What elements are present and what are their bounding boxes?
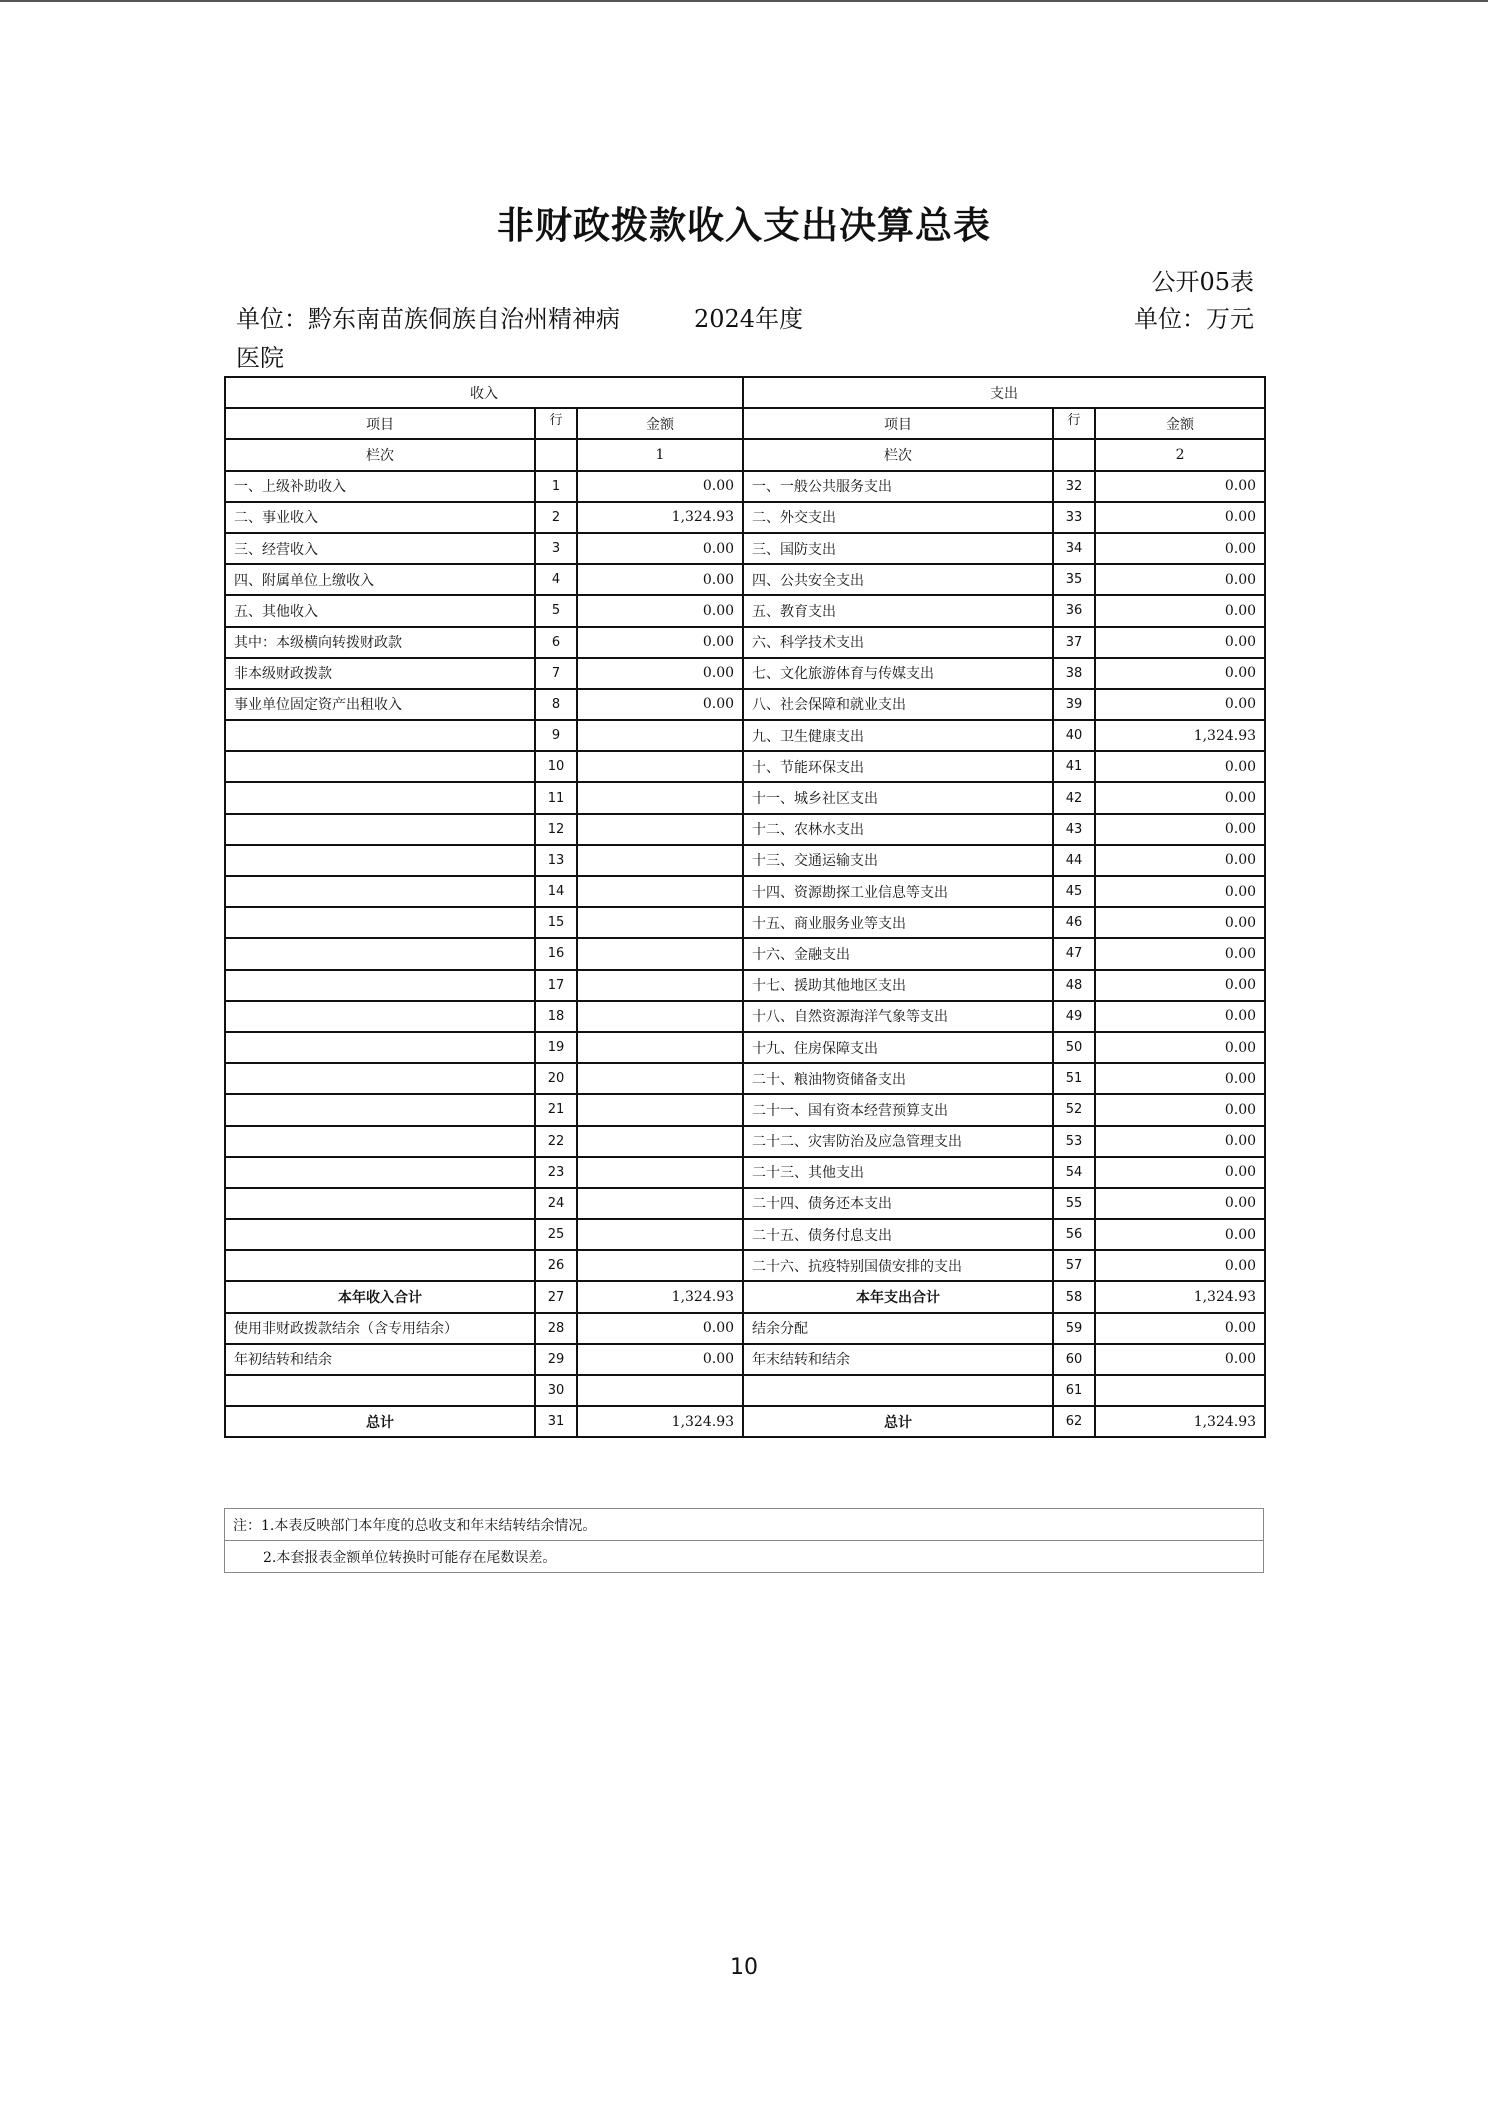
- expense-amount: 0.00: [1095, 627, 1265, 658]
- income-amount: 0.00: [577, 595, 743, 626]
- expense-amount: 0.00: [1095, 814, 1265, 845]
- table-row: [225, 1313, 1265, 1344]
- table-row: [225, 1126, 1265, 1157]
- expense-row-number: 47: [1053, 938, 1095, 969]
- income-amount: [577, 751, 743, 782]
- table-row: [225, 1001, 1265, 1032]
- expense-amount: 0.00: [1095, 1126, 1265, 1157]
- table-row: [225, 1157, 1265, 1188]
- income-item: 年初结转和结余: [225, 1344, 535, 1375]
- table-row: [225, 502, 1265, 533]
- expense-amount: 0.00: [1095, 1313, 1265, 1344]
- currency-unit: 单位：万元: [1134, 305, 1254, 333]
- expense-amount: 0.00: [1095, 502, 1265, 533]
- income-row-number: 19: [535, 1032, 577, 1063]
- income-row-number: 25: [535, 1219, 577, 1250]
- expense-item: 二十四、债务还本支出: [743, 1188, 1053, 1219]
- notes-table: [224, 1508, 1264, 1573]
- table-row: [225, 1032, 1265, 1063]
- income-row-number: 8: [535, 689, 577, 720]
- expense-amount: 0.00: [1095, 1250, 1265, 1281]
- section-header-row: [225, 377, 1265, 408]
- expense-item: 十六、金融支出: [743, 938, 1053, 969]
- income-amount: 0.00: [577, 533, 743, 564]
- expense-item: 十二、农林水支出: [743, 814, 1053, 845]
- expense-amount: 0.00: [1095, 471, 1265, 502]
- income-item: 本年收入合计: [225, 1281, 535, 1312]
- expense-row-number: 50: [1053, 1032, 1095, 1063]
- expense-item: 四、公共安全支出: [743, 564, 1053, 595]
- table-row: [225, 1344, 1265, 1375]
- income-item: [225, 1063, 535, 1094]
- income-amount: [577, 1188, 743, 1219]
- income-item: [225, 1250, 535, 1281]
- table-row: [225, 970, 1265, 1001]
- income-row-number: 24: [535, 1188, 577, 1219]
- expense-row-number: 46: [1053, 907, 1095, 938]
- income-row-number: 15: [535, 907, 577, 938]
- table-row: [225, 814, 1265, 845]
- income-amount: [577, 1219, 743, 1250]
- expense-item: 年末结转和结余: [743, 1344, 1053, 1375]
- expense-item: 六、科学技术支出: [743, 627, 1053, 658]
- expense-row-number: 33: [1053, 502, 1095, 533]
- expense-row-number: 38: [1053, 658, 1095, 689]
- expense-column-number: 2: [1095, 439, 1265, 470]
- table-row: [225, 907, 1265, 938]
- expense-column-blank: [1053, 439, 1095, 470]
- expense-row-number: 60: [1053, 1344, 1095, 1375]
- page-top-border: [0, 0, 1488, 2]
- income-amount: [577, 814, 743, 845]
- income-row-number: 12: [535, 814, 577, 845]
- income-amount: 0.00: [577, 564, 743, 595]
- income-row-number: 4: [535, 564, 577, 595]
- income-item: 四、附属单位上缴收入: [225, 564, 535, 595]
- expense-amount: 0.00: [1095, 1001, 1265, 1032]
- income-item: [225, 782, 535, 813]
- expense-item-header: 项目: [743, 408, 1053, 439]
- income-amount: 1,324.93: [577, 502, 743, 533]
- reporting-unit: 单位：黔东南苗族侗族自治州精神病医院: [236, 305, 620, 372]
- income-row-number: 2: [535, 502, 577, 533]
- expense-row-number: 43: [1053, 814, 1095, 845]
- form-code: 公开05表: [1151, 268, 1254, 296]
- expense-item: 一、一般公共服务支出: [743, 471, 1053, 502]
- income-amount: [577, 845, 743, 876]
- income-column-label: 栏次: [225, 439, 535, 470]
- page-title: 非财政拨款收入支出决算总表: [497, 204, 991, 247]
- expense-amount: 0.00: [1095, 1344, 1265, 1375]
- income-amount: 0.00: [577, 627, 743, 658]
- income-amount: 0.00: [577, 658, 743, 689]
- expense-amount: 1,324.93: [1095, 1281, 1265, 1312]
- expense-item: 十一、城乡社区支出: [743, 782, 1053, 813]
- income-expense-table: [224, 376, 1266, 1438]
- income-amount: [577, 1250, 743, 1281]
- expense-row-number: 45: [1053, 876, 1095, 907]
- income-row-number: 17: [535, 970, 577, 1001]
- income-item: [225, 814, 535, 845]
- expense-amount: 0.00: [1095, 533, 1265, 564]
- expense-item: 十九、住房保障支出: [743, 1032, 1053, 1063]
- expense-item: 八、社会保障和就业支出: [743, 689, 1053, 720]
- note-1: 注：1.本表反映部门本年度的总收支和年末结转结余情况。: [225, 1509, 1264, 1541]
- expense-row-number: 35: [1053, 564, 1095, 595]
- income-amount-header: 金额: [577, 408, 743, 439]
- income-item: [225, 1126, 535, 1157]
- income-item: [225, 907, 535, 938]
- expense-row-number: 59: [1053, 1313, 1095, 1344]
- expense-row-header: 行: [1053, 408, 1095, 439]
- expense-section-header: 支出: [743, 377, 1265, 408]
- table-row: [225, 1219, 1265, 1250]
- income-amount: [577, 938, 743, 969]
- expense-row-number: 32: [1053, 471, 1095, 502]
- expense-row-number: 48: [1053, 970, 1095, 1001]
- income-item: [225, 938, 535, 969]
- income-item: 三、经营收入: [225, 533, 535, 564]
- page-number: 10: [730, 1955, 758, 1980]
- income-item: [225, 1188, 535, 1219]
- expense-item: 总计: [743, 1406, 1053, 1437]
- income-item: [225, 876, 535, 907]
- expense-row-number: 34: [1053, 533, 1095, 564]
- expense-row-number: 62: [1053, 1406, 1095, 1437]
- income-amount: [577, 1126, 743, 1157]
- expense-amount: 0.00: [1095, 970, 1265, 1001]
- income-row-number: 31: [535, 1406, 577, 1437]
- income-amount: [577, 970, 743, 1001]
- income-item: [225, 1219, 535, 1250]
- table-row: [225, 751, 1265, 782]
- expense-amount: 0.00: [1095, 1032, 1265, 1063]
- expense-item: 七、文化旅游体育与传媒支出: [743, 658, 1053, 689]
- expense-row-number: 54: [1053, 1157, 1095, 1188]
- table-row: [225, 1375, 1265, 1406]
- income-row-number: 22: [535, 1126, 577, 1157]
- expense-item: 十八、自然资源海洋气象等支出: [743, 1001, 1053, 1032]
- expense-amount: 0.00: [1095, 845, 1265, 876]
- expense-item: 九、卫生健康支出: [743, 720, 1053, 751]
- note-2: 2.本套报表金额单位转换时可能存在尾数误差。: [225, 1541, 1264, 1573]
- expense-row-number: 44: [1053, 845, 1095, 876]
- expense-row-number: 55: [1053, 1188, 1095, 1219]
- income-amount: [577, 782, 743, 813]
- year-total-row: [225, 1281, 1265, 1312]
- income-amount: [577, 1375, 743, 1406]
- income-item-header: 项目: [225, 408, 535, 439]
- income-row-number: 3: [535, 533, 577, 564]
- income-amount: 0.00: [577, 1313, 743, 1344]
- income-item: 五、其他收入: [225, 595, 535, 626]
- income-row-number: 21: [535, 1094, 577, 1125]
- expense-amount-header: 金额: [1095, 408, 1265, 439]
- income-row-number: 5: [535, 595, 577, 626]
- table-row: [225, 658, 1265, 689]
- expense-item: 十、节能环保支出: [743, 751, 1053, 782]
- income-row-number: 28: [535, 1313, 577, 1344]
- income-item: 使用非财政拨款结余（含专用结余）: [225, 1313, 535, 1344]
- income-amount: [577, 1063, 743, 1094]
- expense-row-number: 57: [1053, 1250, 1095, 1281]
- expense-row-number: 58: [1053, 1281, 1095, 1312]
- expense-row-number: 61: [1053, 1375, 1095, 1406]
- table-row: [225, 1188, 1265, 1219]
- table-row: [225, 782, 1265, 813]
- income-item: 总计: [225, 1406, 535, 1437]
- income-amount: 1,324.93: [577, 1281, 743, 1312]
- income-row-number: 20: [535, 1063, 577, 1094]
- expense-item: 十五、商业服务业等支出: [743, 907, 1053, 938]
- table-row: [225, 595, 1265, 626]
- table-row: [225, 1250, 1265, 1281]
- table-row: [225, 627, 1265, 658]
- expense-row-number: 41: [1053, 751, 1095, 782]
- expense-row-number: 51: [1053, 1063, 1095, 1094]
- income-item: [225, 845, 535, 876]
- income-amount: [577, 876, 743, 907]
- income-amount: 0.00: [577, 471, 743, 502]
- expense-item: 二十六、抗疫特别国债安排的支出: [743, 1250, 1053, 1281]
- expense-item: 十七、援助其他地区支出: [743, 970, 1053, 1001]
- income-amount: [577, 720, 743, 751]
- expense-amount: 0.00: [1095, 1157, 1265, 1188]
- expense-row-number: 56: [1053, 1219, 1095, 1250]
- income-row-number: 29: [535, 1344, 577, 1375]
- income-row-number: 13: [535, 845, 577, 876]
- income-row-number: 1: [535, 471, 577, 502]
- income-row-number: 16: [535, 938, 577, 969]
- expense-item: [743, 1375, 1053, 1406]
- expense-amount: 0.00: [1095, 1063, 1265, 1094]
- column-header-row: [225, 408, 1265, 439]
- expense-amount: 0.00: [1095, 1219, 1265, 1250]
- income-row-number: 9: [535, 720, 577, 751]
- expense-row-number: 49: [1053, 1001, 1095, 1032]
- income-item: 事业单位固定资产出租收入: [225, 689, 535, 720]
- expense-row-number: 40: [1053, 720, 1095, 751]
- table-row: [225, 1094, 1265, 1125]
- income-row-header: 行: [535, 408, 577, 439]
- income-item: [225, 1094, 535, 1125]
- expense-item: 五、教育支出: [743, 595, 1053, 626]
- income-column-number: 1: [577, 439, 743, 470]
- income-row-number: 7: [535, 658, 577, 689]
- income-row-number: 18: [535, 1001, 577, 1032]
- income-amount: [577, 1032, 743, 1063]
- income-item: 其中：本级横向转拨财政款: [225, 627, 535, 658]
- table-row: [225, 471, 1265, 502]
- expense-amount: 0.00: [1095, 907, 1265, 938]
- income-amount: 0.00: [577, 1344, 743, 1375]
- table-row: [225, 720, 1265, 751]
- expense-item: 本年支出合计: [743, 1281, 1053, 1312]
- income-row-number: 26: [535, 1250, 577, 1281]
- income-section-header: 收入: [225, 377, 743, 408]
- table-row: [225, 938, 1265, 969]
- expense-amount: 0.00: [1095, 876, 1265, 907]
- table-row: [225, 876, 1265, 907]
- income-item: 二、事业收入: [225, 502, 535, 533]
- expense-row-number: 52: [1053, 1094, 1095, 1125]
- income-row-number: 30: [535, 1375, 577, 1406]
- table-row: [225, 564, 1265, 595]
- income-row-number: 14: [535, 876, 577, 907]
- expense-item: 二十一、国有资本经营预算支出: [743, 1094, 1053, 1125]
- expense-row-number: 53: [1053, 1126, 1095, 1157]
- expense-row-number: 42: [1053, 782, 1095, 813]
- column-number-row: [225, 439, 1265, 470]
- expense-row-number: 39: [1053, 689, 1095, 720]
- grand-total-row: [225, 1406, 1265, 1437]
- expense-amount: 0.00: [1095, 689, 1265, 720]
- expense-row-number: 37: [1053, 627, 1095, 658]
- income-item: 一、上级补助收入: [225, 471, 535, 502]
- income-amount: 0.00: [577, 689, 743, 720]
- income-column-blank: [535, 439, 577, 470]
- expense-amount: 0.00: [1095, 564, 1265, 595]
- income-item: [225, 1375, 535, 1406]
- expense-item: 二十三、其他支出: [743, 1157, 1053, 1188]
- expense-item: 二、外交支出: [743, 502, 1053, 533]
- expense-row-number: 36: [1053, 595, 1095, 626]
- table-row: [225, 533, 1265, 564]
- income-row-number: 6: [535, 627, 577, 658]
- expense-item: 三、国防支出: [743, 533, 1053, 564]
- table-row: [225, 689, 1265, 720]
- expense-amount: 0.00: [1095, 938, 1265, 969]
- income-amount: [577, 1157, 743, 1188]
- income-amount: 1,324.93: [577, 1406, 743, 1437]
- fiscal-year: 2024年度: [694, 305, 804, 333]
- expense-amount: 0.00: [1095, 1188, 1265, 1219]
- table-row: [225, 845, 1265, 876]
- income-amount: [577, 1094, 743, 1125]
- expense-amount: 0.00: [1095, 595, 1265, 626]
- expense-amount: 0.00: [1095, 1094, 1265, 1125]
- income-item: [225, 751, 535, 782]
- expense-column-label: 栏次: [743, 439, 1053, 470]
- expense-item: 结余分配: [743, 1313, 1053, 1344]
- income-row-number: 10: [535, 751, 577, 782]
- expense-amount: 1,324.93: [1095, 720, 1265, 751]
- income-row-number: 11: [535, 782, 577, 813]
- expense-amount: 0.00: [1095, 751, 1265, 782]
- income-row-number: 23: [535, 1157, 577, 1188]
- income-item: [225, 970, 535, 1001]
- expense-amount: 0.00: [1095, 782, 1265, 813]
- income-item: [225, 720, 535, 751]
- expense-item: 二十二、灾害防治及应急管理支出: [743, 1126, 1053, 1157]
- expense-item: 二十五、债务付息支出: [743, 1219, 1053, 1250]
- income-item: [225, 1001, 535, 1032]
- income-row-number: 27: [535, 1281, 577, 1312]
- expense-amount: 0.00: [1095, 658, 1265, 689]
- expense-item: 十三、交通运输支出: [743, 845, 1053, 876]
- expense-item: 十四、资源勘探工业信息等支出: [743, 876, 1053, 907]
- expense-item: 二十、粮油物资储备支出: [743, 1063, 1053, 1094]
- income-item: [225, 1032, 535, 1063]
- table-row: [225, 1063, 1265, 1094]
- income-amount: [577, 1001, 743, 1032]
- income-item: 非本级财政拨款: [225, 658, 535, 689]
- income-item: [225, 1157, 535, 1188]
- expense-amount: 1,324.93: [1095, 1406, 1265, 1437]
- income-amount: [577, 907, 743, 938]
- expense-amount: [1095, 1375, 1265, 1406]
